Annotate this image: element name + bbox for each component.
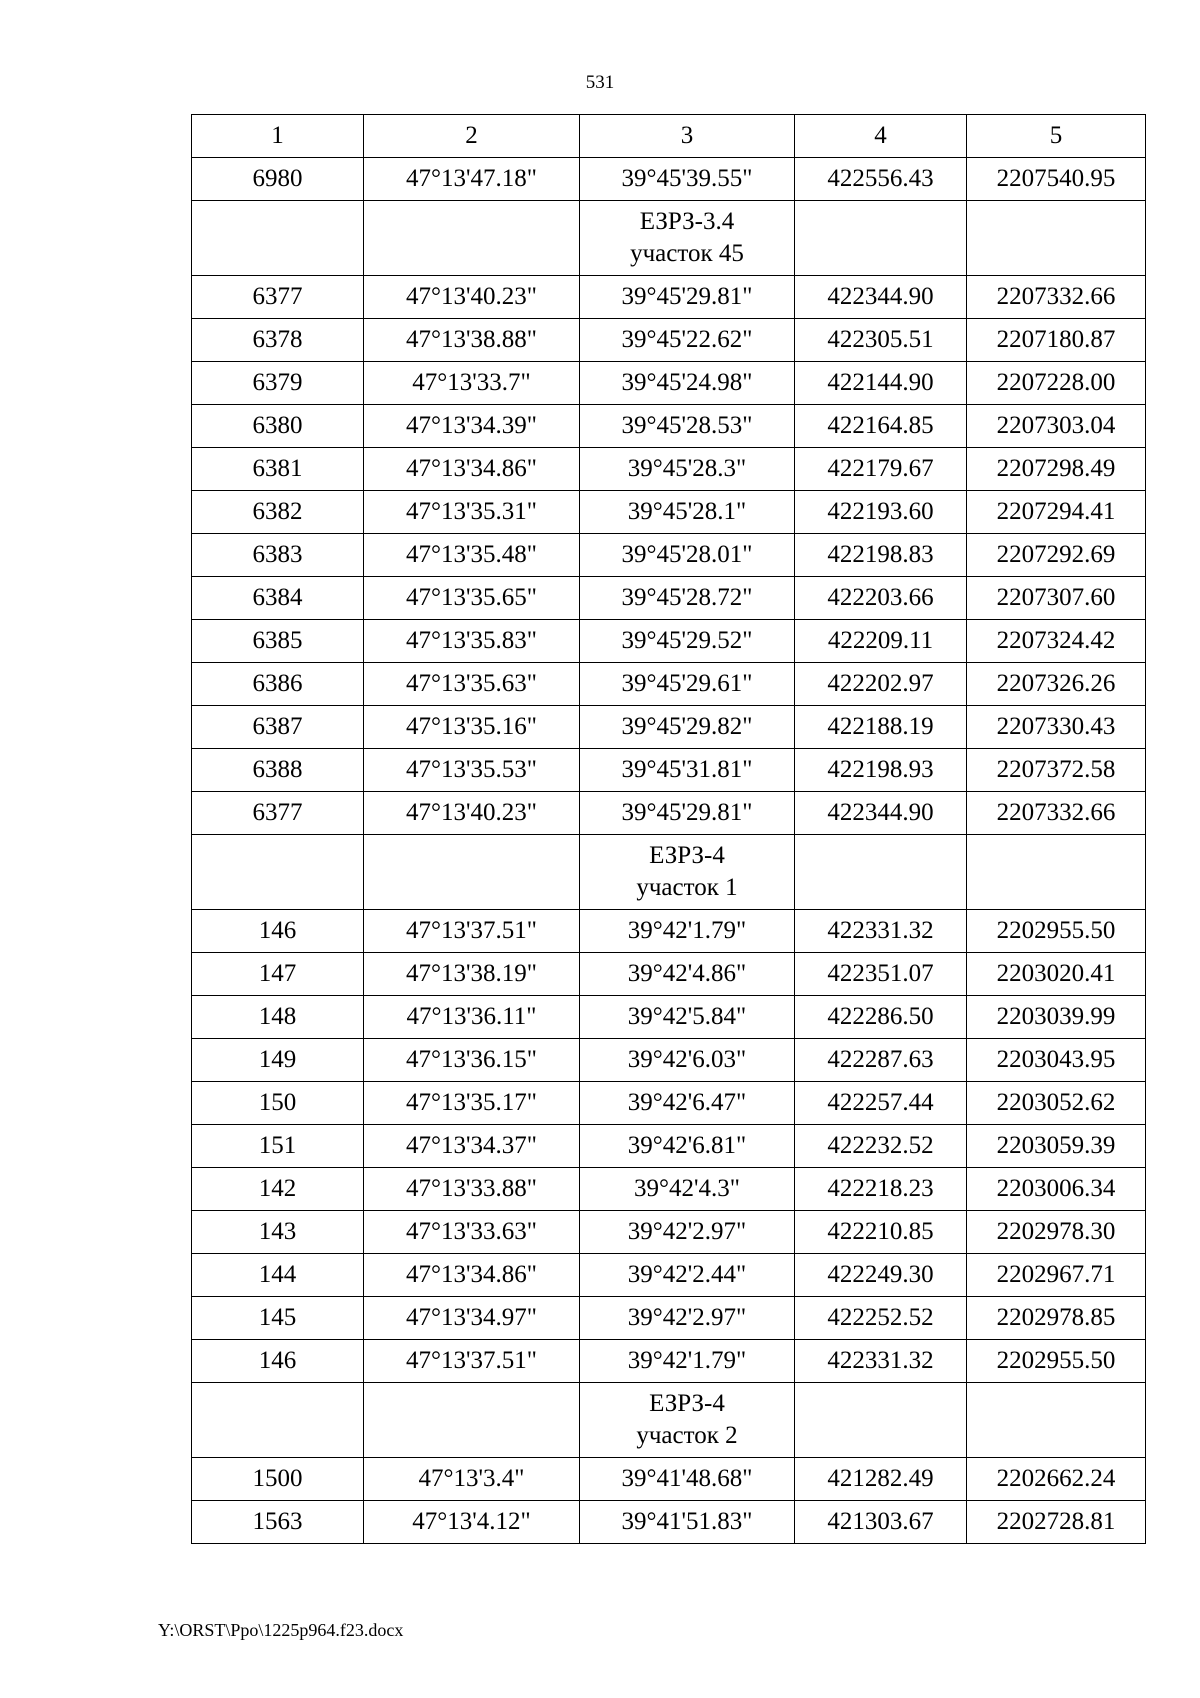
latitude-cell: 47°13'37.51" — [364, 1340, 580, 1383]
point-number-cell: 142 — [192, 1168, 364, 1211]
empty-cell — [795, 1383, 967, 1458]
y-coordinate-cell: 2207307.60 — [967, 577, 1146, 620]
x-coordinate-cell: 422209.11 — [795, 620, 967, 663]
y-coordinate-cell: 2207228.00 — [967, 362, 1146, 405]
latitude-cell: 47°13'36.11" — [364, 996, 580, 1039]
longitude-cell: 39°45'24.98" — [580, 362, 795, 405]
latitude-cell: 47°13'35.31" — [364, 491, 580, 534]
point-number-cell: 1500 — [192, 1458, 364, 1501]
latitude-cell: 47°13'37.51" — [364, 910, 580, 953]
point-number-cell: 6384 — [192, 577, 364, 620]
y-coordinate-cell: 2207294.41 — [967, 491, 1146, 534]
y-coordinate-cell: 2207540.95 — [967, 158, 1146, 201]
table-row — [192, 910, 1146, 953]
point-number-cell: 148 — [192, 996, 364, 1039]
y-coordinate-cell: 2207330.43 — [967, 706, 1146, 749]
point-number-cell: 1563 — [192, 1501, 364, 1544]
point-number-cell: 6377 — [192, 792, 364, 835]
latitude-cell: 47°13'34.86" — [364, 448, 580, 491]
longitude-cell: 39°45'28.01" — [580, 534, 795, 577]
x-coordinate-cell: 422218.23 — [795, 1168, 967, 1211]
table-row — [192, 362, 1146, 405]
section-header-row — [192, 1383, 1146, 1458]
table-row — [192, 1168, 1146, 1211]
latitude-cell: 47°13'4.12" — [364, 1501, 580, 1544]
table-row — [192, 158, 1146, 201]
y-coordinate-cell: 2207324.42 — [967, 620, 1146, 663]
x-coordinate-cell: 422249.30 — [795, 1254, 967, 1297]
longitude-cell: 39°45'29.81" — [580, 792, 795, 835]
y-coordinate-cell: 2203039.99 — [967, 996, 1146, 1039]
x-coordinate-cell: 422344.90 — [795, 276, 967, 319]
longitude-cell: 39°45'28.53" — [580, 405, 795, 448]
x-coordinate-cell: 421303.67 — [795, 1501, 967, 1544]
y-coordinate-cell: 2207332.66 — [967, 792, 1146, 835]
empty-cell — [967, 835, 1146, 910]
table-body — [192, 115, 1146, 1544]
table-row — [192, 491, 1146, 534]
x-coordinate-cell: 422144.90 — [795, 362, 967, 405]
header-cell-2: 2 — [364, 115, 580, 158]
header-cell-4: 4 — [795, 115, 967, 158]
empty-cell — [795, 201, 967, 276]
x-coordinate-cell: 422287.63 — [795, 1039, 967, 1082]
longitude-cell: 39°42'1.79" — [580, 910, 795, 953]
empty-cell — [364, 1383, 580, 1458]
x-coordinate-cell: 422257.44 — [795, 1082, 967, 1125]
x-coordinate-cell: 422331.32 — [795, 910, 967, 953]
y-coordinate-cell: 2202662.24 — [967, 1458, 1146, 1501]
point-number-cell: 151 — [192, 1125, 364, 1168]
point-number-cell: 149 — [192, 1039, 364, 1082]
table-row — [192, 448, 1146, 491]
table-row — [192, 620, 1146, 663]
table-row — [192, 1211, 1146, 1254]
latitude-cell: 47°13'40.23" — [364, 276, 580, 319]
longitude-cell: 39°42'6.03" — [580, 1039, 795, 1082]
section-plot-label: участок 2 — [636, 1422, 738, 1449]
y-coordinate-cell: 2202955.50 — [967, 910, 1146, 953]
latitude-cell: 47°13'34.39" — [364, 405, 580, 448]
longitude-cell: 39°42'4.3" — [580, 1168, 795, 1211]
x-coordinate-cell: 422164.85 — [795, 405, 967, 448]
section-header-row — [192, 835, 1146, 910]
section-plot-label: участок 1 — [636, 874, 738, 901]
longitude-cell: 39°41'51.83" — [580, 1501, 795, 1544]
section-zone-code: ЕЗРЗ-4 — [649, 842, 725, 869]
table-row — [192, 953, 1146, 996]
y-coordinate-cell: 2203043.95 — [967, 1039, 1146, 1082]
x-coordinate-cell: 422198.83 — [795, 534, 967, 577]
latitude-cell: 47°13'34.97" — [364, 1297, 580, 1340]
latitude-cell: 47°13'36.15" — [364, 1039, 580, 1082]
table-row — [192, 663, 1146, 706]
longitude-cell: 39°41'48.68" — [580, 1458, 795, 1501]
latitude-cell: 47°13'35.17" — [364, 1082, 580, 1125]
empty-cell — [192, 1383, 364, 1458]
y-coordinate-cell: 2207292.69 — [967, 534, 1146, 577]
latitude-cell: 47°13'35.48" — [364, 534, 580, 577]
header-cell-5: 5 — [967, 115, 1146, 158]
header-cell-1: 1 — [192, 115, 364, 158]
longitude-cell: 39°45'31.81" — [580, 749, 795, 792]
x-coordinate-cell: 422193.60 — [795, 491, 967, 534]
table-row — [192, 577, 1146, 620]
point-number-cell: 6380 — [192, 405, 364, 448]
y-coordinate-cell: 2207326.26 — [967, 663, 1146, 706]
point-number-cell: 143 — [192, 1211, 364, 1254]
longitude-cell: 39°42'2.44" — [580, 1254, 795, 1297]
empty-cell — [364, 201, 580, 276]
table-row — [192, 1458, 1146, 1501]
point-number-cell: 6382 — [192, 491, 364, 534]
page-number: 531 — [585, 72, 615, 93]
point-number-cell: 6378 — [192, 319, 364, 362]
point-number-cell: 6386 — [192, 663, 364, 706]
y-coordinate-cell: 2203020.41 — [967, 953, 1146, 996]
table-row — [192, 1501, 1146, 1544]
longitude-cell: 39°45'29.52" — [580, 620, 795, 663]
latitude-cell: 47°13'35.83" — [364, 620, 580, 663]
x-coordinate-cell: 422232.52 — [795, 1125, 967, 1168]
section-header-row — [192, 201, 1146, 276]
section-title-cell — [580, 201, 795, 276]
y-coordinate-cell: 2203059.39 — [967, 1125, 1146, 1168]
y-coordinate-cell: 2202967.71 — [967, 1254, 1146, 1297]
y-coordinate-cell: 2203052.62 — [967, 1082, 1146, 1125]
table-row — [192, 996, 1146, 1039]
latitude-cell: 47°13'47.18" — [364, 158, 580, 201]
y-coordinate-cell: 2202978.30 — [967, 1211, 1146, 1254]
table-row — [192, 1340, 1146, 1383]
y-coordinate-cell: 2207180.87 — [967, 319, 1146, 362]
y-coordinate-cell: 2202955.50 — [967, 1340, 1146, 1383]
latitude-cell: 47°13'33.88" — [364, 1168, 580, 1211]
latitude-cell: 47°13'35.53" — [364, 749, 580, 792]
x-coordinate-cell: 422188.19 — [795, 706, 967, 749]
x-coordinate-cell: 422305.51 — [795, 319, 967, 362]
table-row — [192, 405, 1146, 448]
point-number-cell: 6379 — [192, 362, 364, 405]
point-number-cell: 147 — [192, 953, 364, 996]
latitude-cell: 47°13'33.63" — [364, 1211, 580, 1254]
longitude-cell: 39°42'1.79" — [580, 1340, 795, 1383]
point-number-cell: 6387 — [192, 706, 364, 749]
y-coordinate-cell: 2207298.49 — [967, 448, 1146, 491]
table-row — [192, 276, 1146, 319]
y-coordinate-cell: 2207332.66 — [967, 276, 1146, 319]
x-coordinate-cell: 422202.97 — [795, 663, 967, 706]
footer-file-path: Y:\ORST\Ppo\1225p964.f23.docx — [158, 1620, 404, 1640]
x-coordinate-cell: 422351.07 — [795, 953, 967, 996]
table-row — [192, 706, 1146, 749]
x-coordinate-cell: 422556.43 — [795, 158, 967, 201]
y-coordinate-cell: 2202978.85 — [967, 1297, 1146, 1340]
point-number-cell: 6383 — [192, 534, 364, 577]
longitude-cell: 39°42'6.81" — [580, 1125, 795, 1168]
latitude-cell: 47°13'38.19" — [364, 953, 580, 996]
latitude-cell: 47°13'35.63" — [364, 663, 580, 706]
section-title-cell — [580, 1383, 795, 1458]
point-number-cell: 146 — [192, 1340, 364, 1383]
table-row — [192, 1125, 1146, 1168]
empty-cell — [192, 835, 364, 910]
table-row — [192, 1254, 1146, 1297]
longitude-cell: 39°42'6.47" — [580, 1082, 795, 1125]
x-coordinate-cell: 422210.85 — [795, 1211, 967, 1254]
longitude-cell: 39°45'22.62" — [580, 319, 795, 362]
longitude-cell: 39°45'29.82" — [580, 706, 795, 749]
longitude-cell: 39°42'4.86" — [580, 953, 795, 996]
y-coordinate-cell: 2203006.34 — [967, 1168, 1146, 1211]
coordinates-table — [191, 114, 1146, 1544]
latitude-cell: 47°13'35.16" — [364, 706, 580, 749]
x-coordinate-cell: 421282.49 — [795, 1458, 967, 1501]
point-number-cell: 6980 — [192, 158, 364, 201]
point-number-cell: 6385 — [192, 620, 364, 663]
table-header-row — [192, 115, 1146, 158]
section-plot-label: участок 45 — [630, 240, 744, 267]
latitude-cell: 47°13'34.86" — [364, 1254, 580, 1297]
latitude-cell: 47°13'3.4" — [364, 1458, 580, 1501]
table-row — [192, 319, 1146, 362]
x-coordinate-cell: 422198.93 — [795, 749, 967, 792]
table-row — [192, 749, 1146, 792]
longitude-cell: 39°45'28.3" — [580, 448, 795, 491]
point-number-cell: 6388 — [192, 749, 364, 792]
latitude-cell: 47°13'38.88" — [364, 319, 580, 362]
x-coordinate-cell: 422203.66 — [795, 577, 967, 620]
section-zone-code: ЕЗРЗ-4 — [649, 1390, 725, 1417]
y-coordinate-cell: 2207303.04 — [967, 405, 1146, 448]
x-coordinate-cell: 422331.32 — [795, 1340, 967, 1383]
point-number-cell: 146 — [192, 910, 364, 953]
empty-cell — [192, 201, 364, 276]
point-number-cell: 145 — [192, 1297, 364, 1340]
x-coordinate-cell: 422179.67 — [795, 448, 967, 491]
longitude-cell: 39°45'39.55" — [580, 158, 795, 201]
empty-cell — [967, 1383, 1146, 1458]
latitude-cell: 47°13'33.7" — [364, 362, 580, 405]
longitude-cell: 39°42'2.97" — [580, 1211, 795, 1254]
point-number-cell: 150 — [192, 1082, 364, 1125]
longitude-cell: 39°45'28.1" — [580, 491, 795, 534]
y-coordinate-cell: 2202728.81 — [967, 1501, 1146, 1544]
table-row — [192, 792, 1146, 835]
x-coordinate-cell: 422252.52 — [795, 1297, 967, 1340]
longitude-cell: 39°42'5.84" — [580, 996, 795, 1039]
y-coordinate-cell: 2207372.58 — [967, 749, 1146, 792]
latitude-cell: 47°13'40.23" — [364, 792, 580, 835]
longitude-cell: 39°45'29.61" — [580, 663, 795, 706]
section-zone-code: ЕЗРЗ-3.4 — [639, 208, 735, 235]
empty-cell — [967, 201, 1146, 276]
table-row — [192, 1297, 1146, 1340]
longitude-cell: 39°42'2.97" — [580, 1297, 795, 1340]
empty-cell — [364, 835, 580, 910]
point-number-cell: 6377 — [192, 276, 364, 319]
section-title-cell — [580, 835, 795, 910]
header-cell-3: 3 — [580, 115, 795, 158]
point-number-cell: 144 — [192, 1254, 364, 1297]
longitude-cell: 39°45'29.81" — [580, 276, 795, 319]
empty-cell — [795, 835, 967, 910]
table-row — [192, 1039, 1146, 1082]
x-coordinate-cell: 422286.50 — [795, 996, 967, 1039]
longitude-cell: 39°45'28.72" — [580, 577, 795, 620]
x-coordinate-cell: 422344.90 — [795, 792, 967, 835]
latitude-cell: 47°13'35.65" — [364, 577, 580, 620]
latitude-cell: 47°13'34.37" — [364, 1125, 580, 1168]
table-row — [192, 534, 1146, 577]
table-row — [192, 1082, 1146, 1125]
point-number-cell: 6381 — [192, 448, 364, 491]
